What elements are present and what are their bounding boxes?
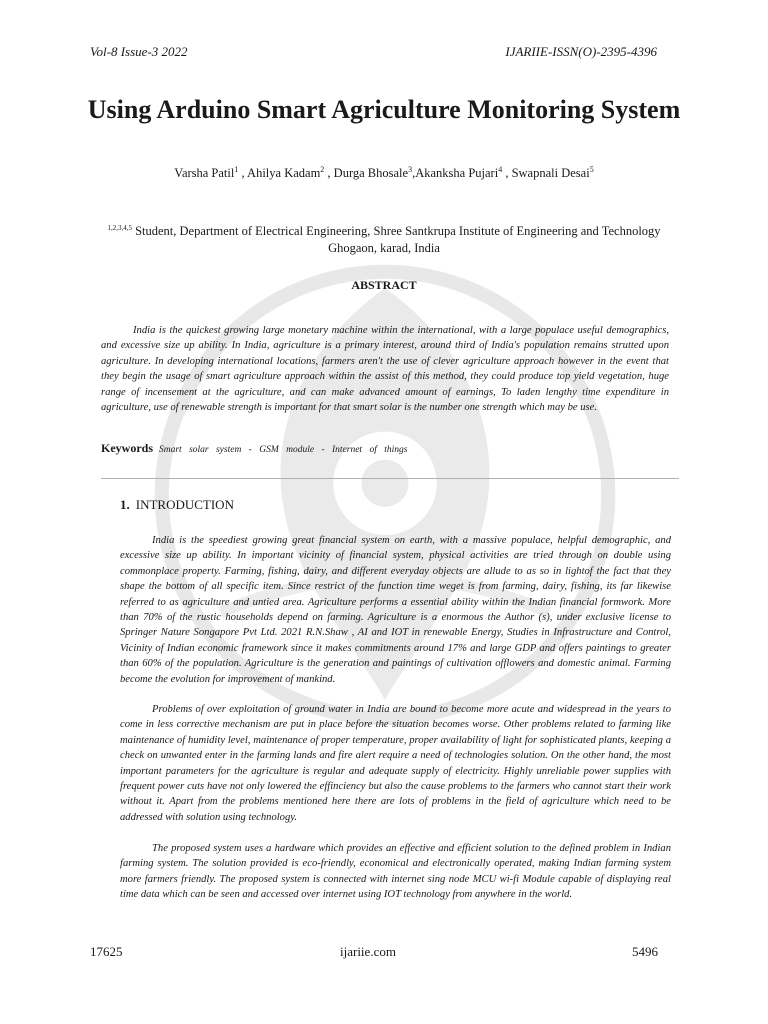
affiliation-text: Student, Department of Electrical Engineering, Shree Santkrupa Institute of Engineering and Technology Ghogaon, karad, India (131, 224, 661, 256)
section-heading-introduction (120, 497, 234, 513)
keywords-label: Keywords (101, 441, 153, 455)
footer-website: ijariie.com (340, 944, 396, 959)
running-header-volume: Vol-8 Issue-3 2022 (90, 44, 188, 59)
author-name: Swapnali Desai (511, 166, 590, 181)
intro-paragraph-text: The proposed system uses a hardware which provides an effective and efficient solution to the defined problem in Indian farming system. The solution provided is eco-friendly, economical and electronically operated, making Indian farming system more farmers friendly. The proposed system is connected with internet sing node MCU wi-fi Module capable of displaying real time data which can be seen and accessed over internet using IOT technology from anywhere in the world. (120, 843, 671, 901)
affiliation (100, 220, 668, 257)
intro-paragraph-text: Problems of over exploitation of ground water in India are bound to become more acute and widespread in the years to come in less corrective mechanism are put in place before the situation becomes worse. Other problems related to farming like maintenance of humidity level, maintenance of proper temperature, proper availability of light for sophisticated plants, keeping a check on unwanted enter in the farming lands and fire alert require a need of technologies solution. On the other hand, the most important parameters for the agriculture is regular and adequate supply of electricity. Highly unreliable power supplies with frequent power cuts have not only lowered the effinciency but also the cause problems to the farmers who cannot start their work without it. Apart from the problems mentioned here there are lots of problems in the field of agriculture which need to be addressed with solution using technology. (120, 704, 671, 823)
author-affiliation-number: 1 (234, 165, 239, 174)
author-name: Ahilya Kadam (247, 166, 321, 181)
section-divider (101, 478, 679, 479)
section-number: 1. (120, 497, 130, 512)
footer-page-number: 5496 (632, 944, 658, 959)
keywords-line (101, 441, 407, 456)
author-name: Akanksha Pujari (415, 166, 499, 181)
author-affiliation-number: 2 (320, 165, 325, 174)
author-list: Varsha Patil$^1$ , Ahilya Kadam$^2$ , Durga Bhosale$^3$,Akanksha Pujari$^4$ , Swapnali Desai$^5$ (174, 165, 594, 181)
abstract-body (101, 323, 669, 415)
footer-paper-id: 17625 (90, 944, 123, 959)
paper-title: Using Arduino Smart Agriculture Monitoring System (87, 95, 681, 124)
intro-paragraph (120, 533, 671, 687)
author-affiliation-number: 5 (589, 165, 594, 174)
intro-paragraph (120, 841, 671, 903)
author-name: Varsha Patil (174, 166, 235, 181)
intro-paragraph (120, 702, 671, 825)
intro-paragraph-text: India is the speediest growing great financial system on earth, with a massive populace, helpful demographic, and excessive size up ability. In important vicinity of financial system, physical activities are tried through on double using commonplace property. Farming, fishing, dairy, and different everyday objects are allude to as so in lightof the fact that they shape the bottom of all specific item. Since restrict of the function time weget is from farming, dairy, fishing, its far likewise referred to as agriculture and untied area. Agriculture performs a essential ability within the Indian financial formwork. More than 70% of the rustic households depend on farming. Agriculture is a enormous the Author (s), under exclusive license to Springer Nature Songapore Pvt Ltd. 2021 R.N.Shaw , AI and IOT in renewable Energy, Studies in Infrastructure and Control, Vicinity of Indian economic framework since it makes commitments around 17% and large GDP and offers paintings to greater than 60% of the population. Agriculture is the generation and paintings of cultivation offlowers and domestic animal. Farming become the evolution for improvement of mankind. (120, 535, 671, 685)
section-title: INTRODUCTION (135, 497, 234, 512)
running-header-issn: IJARIIE-ISSN(O)-2395-4396 (505, 44, 657, 59)
keywords-text: Smart solar system - GSM module - Internet of things (159, 445, 408, 455)
abstract-text: India is the quickest growing large monetary machine within the international, with a large populace useful demographics, and excessive size up ability. In India, agriculture is a primary interest, around third of India's population remains strutted upon agriculture. In developing international locations, farmers aren't the use of clever agriculture approach however in the event that they begin the usage of smart agriculture approach within the assist of this method, they could produce top yield vegetation, huge range of incensement at the agriculture, and can make advanced amount of earnings, To laden lengthy time expenditure in agriculture, use of renewable strength is important for that smart solar is the number one strength which may be use. (101, 325, 669, 414)
author-name: Durga Bhosale (333, 166, 409, 181)
affiliation-superscript: 1,2,3,4,5 (107, 224, 132, 232)
abstract-heading: ABSTRACT (351, 278, 417, 292)
author-affiliation-number: 3 (408, 165, 413, 174)
author-affiliation-number: 4 (498, 165, 503, 174)
